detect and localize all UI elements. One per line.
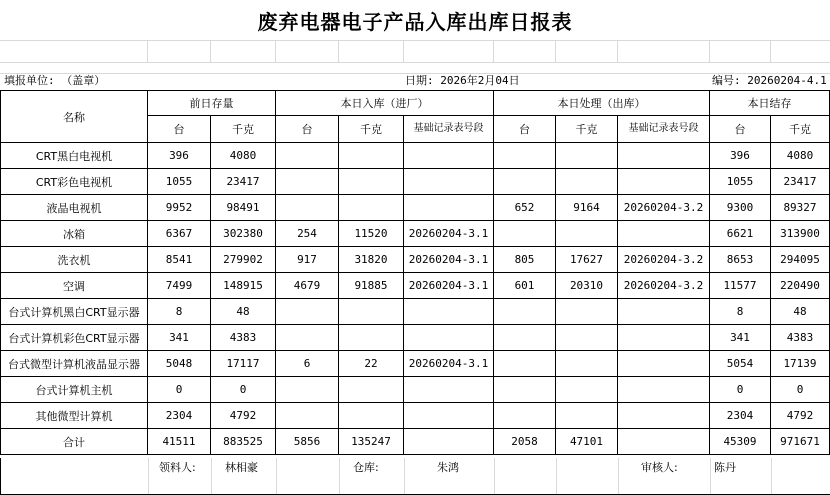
signature-footer (0, 458, 830, 495)
empty-grid-row (0, 40, 830, 63)
table-cell: 98491 (211, 195, 276, 221)
header-inbound: 本日入库（进厂） (276, 91, 494, 116)
table-cell: 0 (211, 377, 276, 403)
table-cell: 23417 (211, 169, 276, 195)
table-cell: 23417 (771, 169, 830, 195)
table-cell: 9300 (710, 195, 771, 221)
table-cell (339, 325, 404, 351)
table-cell: 20310 (556, 273, 618, 299)
header-unit-kg: 千克 (339, 116, 404, 143)
table-row (1, 169, 830, 195)
table-cell: 9164 (556, 195, 618, 221)
table-cell: 2304 (148, 403, 211, 429)
table-cell: 20260204-3.1 (404, 247, 494, 273)
table-cell: 652 (494, 195, 556, 221)
reporting-unit: 填报单位: （盖章） (4, 74, 106, 87)
table-cell (404, 299, 494, 325)
table-cell: 17139 (771, 351, 830, 377)
table-cell (276, 403, 339, 429)
table-cell: 254 (276, 221, 339, 247)
table-cell (276, 143, 339, 169)
table-cell (556, 299, 618, 325)
header-processed: 本日处理（出库） (494, 91, 710, 116)
table-cell: 302380 (211, 221, 276, 247)
table-cell (404, 169, 494, 195)
table-cell: 313900 (771, 221, 830, 247)
table-cell: 9952 (148, 195, 211, 221)
table-cell: 7499 (148, 273, 211, 299)
row-name: 液晶电视机 (1, 195, 148, 221)
warehouse-name: 朱鸿 (437, 461, 459, 474)
header-unit-kg: 千克 (556, 116, 618, 143)
table-cell: 341 (710, 325, 771, 351)
table-cell: 20260204-3.2 (618, 273, 710, 299)
table-row (1, 247, 830, 273)
table-cell: 220490 (771, 273, 830, 299)
table-cell: 48 (771, 299, 830, 325)
table-cell: 148915 (211, 273, 276, 299)
table-cell: 4792 (771, 403, 830, 429)
table-cell: 971671 (771, 429, 830, 455)
table-cell: 6367 (148, 221, 211, 247)
warehouse-label: 仓库: (353, 461, 379, 474)
table-cell: 0 (710, 377, 771, 403)
table-cell (339, 169, 404, 195)
table-cell: 20260204-3.2 (618, 195, 710, 221)
table-cell: 6 (276, 351, 339, 377)
table-row (1, 403, 830, 429)
header-unit-count: 台 (494, 116, 556, 143)
table-cell (556, 325, 618, 351)
table-cell: 294095 (771, 247, 830, 273)
header-prev-stock: 前日存量 (148, 91, 276, 116)
table-cell: 135247 (339, 429, 404, 455)
table-cell: 91885 (339, 273, 404, 299)
table-cell: 6621 (710, 221, 771, 247)
table-cell (404, 143, 494, 169)
header-unit-kg: 千克 (211, 116, 276, 143)
reviewer-label: 审核人: (641, 461, 678, 474)
table-cell: 5054 (710, 351, 771, 377)
table-cell (618, 377, 710, 403)
table-cell: 8 (710, 299, 771, 325)
table-cell: 4383 (771, 325, 830, 351)
table-cell (556, 351, 618, 377)
table-cell (556, 377, 618, 403)
reviewer-name: 陈丹 (714, 461, 736, 474)
row-name: 空调 (1, 273, 148, 299)
table-cell: 601 (494, 273, 556, 299)
table-cell: 4679 (276, 273, 339, 299)
table-row (1, 143, 830, 169)
table-cell (404, 325, 494, 351)
table-cell (276, 195, 339, 221)
row-name: 合计 (1, 429, 148, 455)
table-cell (556, 169, 618, 195)
table-cell: 48 (211, 299, 276, 325)
table-cell: 45309 (710, 429, 771, 455)
table-cell (556, 403, 618, 429)
table-cell (556, 143, 618, 169)
table-cell: 341 (148, 325, 211, 351)
header-record-range: 基础记录表号段 (404, 116, 494, 143)
table-cell (494, 325, 556, 351)
header-unit-count: 台 (148, 116, 211, 143)
table-cell: 8 (148, 299, 211, 325)
header-unit-count: 台 (710, 116, 771, 143)
table-cell: 396 (148, 143, 211, 169)
table-cell (404, 429, 494, 455)
table-cell (339, 377, 404, 403)
table-cell: 4383 (211, 325, 276, 351)
header-balance: 本日结存 (710, 91, 830, 116)
header-record-range: 基础记录表号段 (618, 116, 710, 143)
table-cell (618, 351, 710, 377)
table-cell: 8541 (148, 247, 211, 273)
table-cell (339, 143, 404, 169)
table-cell: 396 (710, 143, 771, 169)
table-body (1, 143, 830, 455)
table-cell (404, 377, 494, 403)
table-row (1, 273, 830, 299)
table-cell: 1055 (710, 169, 771, 195)
table-row (1, 325, 830, 351)
row-name: 台式计算机彩色CRT显示器 (1, 325, 148, 351)
row-name: 洗衣机 (1, 247, 148, 273)
table-cell (618, 429, 710, 455)
table-cell: 11577 (710, 273, 771, 299)
report-number: 编号: 20260204-4.1 (712, 74, 827, 87)
table-cell: 0 (148, 377, 211, 403)
report-title: 废弃电器电子产品入库出库日报表 (257, 9, 573, 34)
table-row (1, 221, 830, 247)
table-row (1, 299, 830, 325)
table-cell (494, 221, 556, 247)
table-cell: 279902 (211, 247, 276, 273)
table-cell (494, 169, 556, 195)
table-cell (276, 377, 339, 403)
table-cell: 17117 (211, 351, 276, 377)
table-cell (618, 325, 710, 351)
table-cell (404, 195, 494, 221)
table-cell (404, 403, 494, 429)
row-name: 台式计算机主机 (1, 377, 148, 403)
table-cell: 20260204-3.1 (404, 221, 494, 247)
table-cell: 20260204-3.1 (404, 273, 494, 299)
table-cell (556, 221, 618, 247)
row-name: 其他微型计算机 (1, 403, 148, 429)
row-name: 台式计算机黑白CRT显示器 (1, 299, 148, 325)
table-cell: 8653 (710, 247, 771, 273)
table-cell: 17627 (556, 247, 618, 273)
table-row (1, 429, 830, 455)
table-cell: 4080 (211, 143, 276, 169)
table-cell: 31820 (339, 247, 404, 273)
table-row (1, 377, 830, 403)
header-row-1 (1, 91, 830, 116)
table-cell: 5048 (148, 351, 211, 377)
table-cell (494, 299, 556, 325)
table-cell: 4080 (771, 143, 830, 169)
table-cell (618, 403, 710, 429)
table-cell: 883525 (211, 429, 276, 455)
row-name: CRT彩色电视机 (1, 169, 148, 195)
table-cell: 89327 (771, 195, 830, 221)
table-cell: 2304 (710, 403, 771, 429)
row-name: CRT黑白电视机 (1, 143, 148, 169)
table-cell: 4792 (211, 403, 276, 429)
inventory-table (0, 90, 830, 455)
table-cell (618, 143, 710, 169)
table-row (1, 195, 830, 221)
header-name: 名称 (1, 91, 148, 143)
table-cell (494, 377, 556, 403)
receiver-name: 林相豪 (225, 461, 258, 474)
report-date: 日期: 2026年2月04日 (405, 74, 520, 87)
table-cell (494, 403, 556, 429)
table-cell (494, 143, 556, 169)
table-cell (494, 351, 556, 377)
table-cell: 5856 (276, 429, 339, 455)
table-cell (339, 403, 404, 429)
table-cell: 22 (339, 351, 404, 377)
table-cell (618, 169, 710, 195)
table-cell (339, 299, 404, 325)
table-cell (339, 195, 404, 221)
table-cell (276, 299, 339, 325)
table-cell (276, 325, 339, 351)
table-cell (276, 169, 339, 195)
table-cell: 917 (276, 247, 339, 273)
row-name: 台式微型计算机液晶显示器 (1, 351, 148, 377)
header-unit-kg: 千克 (771, 116, 830, 143)
table-cell: 47101 (556, 429, 618, 455)
header-unit-count: 台 (276, 116, 339, 143)
table-cell: 11520 (339, 221, 404, 247)
table-cell: 805 (494, 247, 556, 273)
table-cell: 41511 (148, 429, 211, 455)
table-cell: 20260204-3.2 (618, 247, 710, 273)
table-cell (618, 221, 710, 247)
table-cell (618, 299, 710, 325)
table-cell: 20260204-3.1 (404, 351, 494, 377)
table-cell: 1055 (148, 169, 211, 195)
table-cell: 0 (771, 377, 830, 403)
row-name: 冰箱 (1, 221, 148, 247)
receiver-label: 领料人: (159, 461, 196, 474)
table-cell: 2058 (494, 429, 556, 455)
table-row (1, 351, 830, 377)
